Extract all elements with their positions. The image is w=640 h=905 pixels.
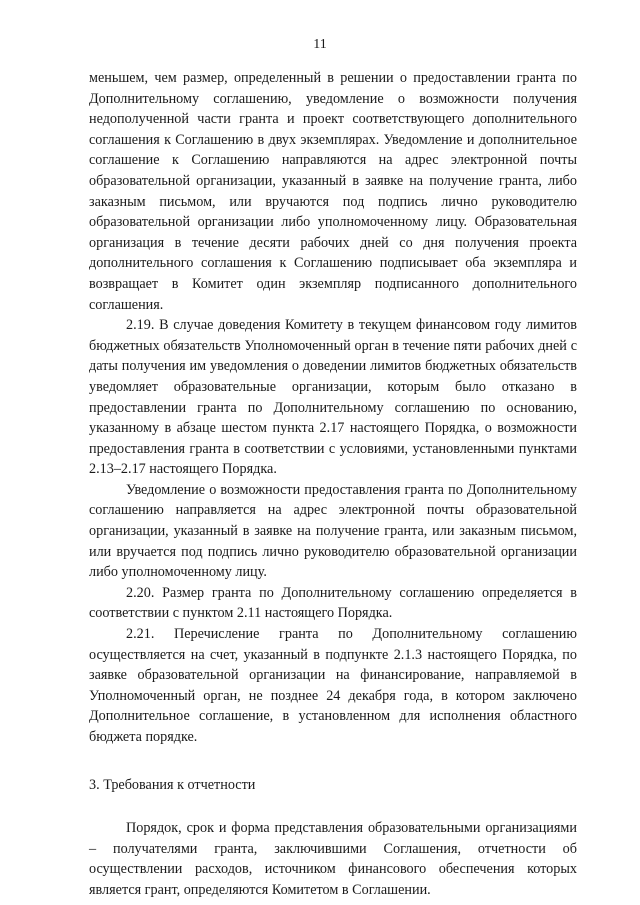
- section-heading: 3. Требования к отчетности: [89, 776, 256, 793]
- paragraph-2-19: 2.19. В случае доведения Комитету в текущем финансовом году лимитов бюджетных обязательств Уполномоченный орган в течение пяти рабочих дней с даты получения им уведомления о доведении лимитов бюджетных обязательств уведомляет образовательные организации, которым было отказано в предоставлении гранта по Дополнительному соглашению по основанию, указанному в абзаце шестом пункта 2.17 настоящего Порядка, о возможности предоставления гранта в соответствии с условиями, установленными пунктами 2.13–2.17 настоящего Порядка.: [89, 317, 577, 478]
- paragraph-notification: Уведомление о возможности предоставления гранта по Дополнительному соглашению направляется на адрес электронной почты образовательной организации, указанный в заявке на получение гранта, или заказным письмом, или вручается под подпись лично руководителю образовательной организации либо уполномоченному лицу.: [89, 481, 577, 581]
- paragraph-2-21: 2.21. Перечисление гранта по Дополнительному соглашению осуществляется на счет, указанный в подпункте 2.1.3 настоящего Порядка, по заявке образовательной организации на финансирование, направляемой в Уполномоченный орган, не позднее 24 декабря года, в котором заключено Дополнительное соглашение, в установленном для исполнения областного бюджета порядке.: [89, 626, 577, 745]
- section-paragraph: Порядок, срок и форма представления образовательными организациями – получателями гранта, заключившими Соглашения, отчетности об осуществлении расходов, источником финансового обеспечения которых является грант, определяются Комитетом в Соглашении.: [89, 820, 577, 898]
- paragraph-continuation: меньшем, чем размер, определенный в решении о предоставлении гранта по Дополнительному соглашению, уведомление о возможности получения недополученной части гранта и проект соответствующего дополнительного соглашения к Соглашению в двух экземплярах. Уведомление и дополнительное соглашение к Соглашению направляются на адрес электронной почты образовательной организации, указанный в заявке на получение гранта, либо заказным письмом, или вручаются под подпись лично руководителю образовательной организации либо уполномоченному лицу. Образовательная организация в течение десяти рабочих дней со дня получения проекта дополнительного соглашения к Соглашению подписывает оба экземпляра и возвращает в Комитет один экземпляр подписанного дополнительного соглашения.: [89, 70, 577, 313]
- page-number: 11: [313, 37, 327, 52]
- document-body: [89, 68, 577, 901]
- paragraph-2-20: 2.20. Размер гранта по Дополнительному соглашению определяется в соответствии с пунктом 2.11 настоящего Порядка.: [89, 584, 577, 622]
